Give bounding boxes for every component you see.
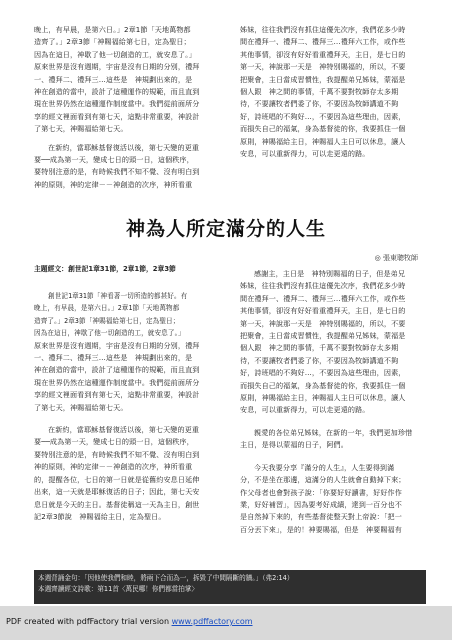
text-line: 第一天，神說那一天是 神特別賜福的，所以，不要 [240,318,406,328]
text-line: 好，詩班唱的不夠好…，不要因為這些理由，因素， [240,111,406,121]
text-line: 主日，是得以蒙福的日子，阿們。 [240,440,348,450]
text-line: 其他事情，卻沒有好好看重禮拜天，主日，是七日的 [240,49,406,59]
text-line: 現在世界仍然在這種運作制度當中。我們從前面所分 [34,99,200,109]
text-line: 神在創造的當中，設計了這種運作的規範，而且直到 [34,87,200,97]
text-line: 待，不要讓牧者們委了你，不要因為牧師講道不夠 [240,355,399,365]
text-line: 因為在這日，神歇了他一切創造的工，就安息了。」 [34,49,196,59]
text-line: 而損失自己的福氣，身為基督徒的你，我要抓住一個 [240,124,406,134]
text-line: 分，不是坐在那邊，這滿分的人生就會自動掉下來； [240,475,406,485]
left-column [34,290,224,523]
text-line: 晚上，有早晨，是第六日。」2章1節「天地萬物都 [34,25,191,34]
verse-line: 因為在這日，神歇了他一切創造的工，就安息了。」 [34,329,185,338]
text-line: 其他事情，卻沒有好好看重禮拜天，主日，是七日的 [240,306,406,316]
article-title: 神為人所定滿分的人生 [125,218,326,240]
text-line: 百分丟下來」，是的！神要賜福，但是 神要賜福有 [240,524,402,534]
text-line: 神的原則，神的定律－－神創造的次序，神所看重 [34,179,193,189]
text-line: 要特別注意的是，有時候我們不知不覺、沒有明白到 [34,449,200,459]
text-line: 出來，這一天就是耶穌復活的日子；因此，第七天安 [34,487,200,497]
text-line: 息日就是今天的主日。基督徒稱這一天為主日，創世 [34,499,200,509]
text-line: 記2章3節說 神賜福給主日，定為聖日。 [34,511,166,521]
text-line: 間在禮拜一、禮拜二、禮拜三…禮拜六工作，或作些 [240,37,406,47]
text-line: 一、禮拜二、禮拜三…這些是 神規劃出來的，是 [34,74,193,84]
text-line: 神的原則，神的定律－－神創造的次序，神所看重 [34,462,193,472]
text-line: 待，不要讓牧者們委了你，不要因為牧師講道不夠 [240,99,399,109]
memory-verse-line: 本週背誦金句：「因他使我們和睦，將兩下合而為一，拆毀了中間隔斷的牆。」（弗2:14） [38,574,294,582]
text-line: 要特別注意的是，有時候我們不知不覺、沒有明白到 [34,167,200,177]
text-line: 好，詩班唱的不夠好…，不要因為這些理由，因素， [240,368,406,378]
text-line: 親愛的各位弟兄姊妹，在新的一年，我們更加珍惜 [254,427,413,437]
text-line: 要──成為第一天，變成七日的頭一日，這個秩序， [34,155,194,165]
text-line: 現在世界仍然在這種運作制度當中。我們從前面所分 [34,377,200,387]
text-line: 安息，可以重新得力，可以走更遠的路。 [240,149,370,159]
right-column-upper [240,24,426,160]
pdf-notice-text: PDF created with pdfFactory trial version [6,617,172,626]
verse-line: 創世記1章31節「神看著一切所造的都甚好。有 [48,292,188,300]
text-line: 作父母者也會對孩子說：「你要好好讀書，好好作作 [240,487,402,497]
text-line: 要──成為第一天，變成七日的頭一日，這個秩序， [34,437,194,447]
weekly-verse-box [34,570,426,604]
text-line: 而損失自己的福氣，身為基督徒的你，我要抓住一個 [240,380,406,390]
text-line: 姊妹，往往我們沒有抓住這優先次序，我們花多少時 [240,281,406,291]
text-line: 一、禮拜二、禮拜三…這些是 神規劃出來的，是 [34,353,193,363]
right-column [240,268,426,536]
text-line: 今天我要分享『滿分的人生』，人生要得到滿 [254,462,395,472]
text-line: 把聚會，主日當成習慣性，我提醒弟兄姊妹，蒙福是 [240,74,406,84]
text-line: 原來世界是沒有週期，宇宙是沒有日期的分別，禮拜 [34,340,200,350]
verse-line: 造齊了。」2章3節「神賜福給第七日，定為聖日； [34,316,180,325]
text-line: 神在創造的當中，設計了這種運作的規範，而且直到 [34,365,200,375]
verse-line: 晚上，有早晨，是第六日。」2章1節「天地萬物都 [34,304,180,313]
hymn-line: 本週齊讀經文詩歌：第11首〈萬民哪！你們都當拍掌〉 [38,585,199,593]
left-column-upper [34,24,224,191]
text-line: 感謝主，主日是 神特別賜福的日子，但是弟兄 [254,269,406,278]
text-line: 造齊了。」2章3節「神賜福給第七日，定為聖日； [34,37,191,47]
pdf-trial-notice [6,617,253,626]
text-line: 間在禮拜一、禮拜二、禮拜三…禮拜六工作，或作些 [240,293,406,303]
text-line: 原則，神賜福給主日，神賜福人主日可以休息，讓人 [240,136,406,146]
text-line: 安息，可以重新得力，可以走更遠的路。 [240,405,370,415]
text-line: 享的經文裡面看到有第七天，這點非常重要，神設計 [34,111,200,121]
text-line: 了第七天，神賜福給第七天。 [34,402,128,412]
text-line: 業，好好補習」，因為要考好成績，達到一百分也不 [240,499,402,509]
text-line: 在新約，當耶穌基督復活以後，第七天變的更重 [48,425,200,435]
pdffactory-link[interactable]: www.pdffactory.com [171,617,253,626]
scripture-heading: 主題經文：創世記1章31節，2章1節，2章3節 [34,265,176,273]
text-line: 原來世界是沒有週期，宇宙是沒有日期的分別，禮拜 [34,62,200,72]
text-line: 第一天，神說那一天是 神特別賜福的，所以，不要 [240,62,406,72]
text-line: 是自然掉下來的，有些基督徒整天對上帝說：「把一 [240,512,402,522]
text-line: 了第七天，神賜福給第七天。 [34,124,128,134]
text-line: 個人跟 神之間的事情，千萬不要對牧師存太多期 [240,87,399,97]
text-line: 的，提醒各位，七日的第一日就是從舊約安息日延伸 [34,474,200,484]
text-line: 在新約，當耶穌基督復活以後，第七天變的更重 [48,142,200,152]
text-line: 享的經文裡面看到有第七天，這點非常重要，神設計 [34,390,200,400]
text-line: 原則，神賜福給主日，神賜福人主日可以休息，讓人 [240,393,406,403]
author-byline: ◎ 張東聰牧師 [374,254,418,262]
text-line: 姊妹，往往我們沒有抓住這優先次序，我們花多少時 [240,25,406,34]
text-line: 把聚會，主日當成習慣性，我提醒弟兄姊妹，蒙福是 [240,331,406,341]
text-line: 個人跟 神之間的事情，千萬不要對牧師存太多期 [240,343,399,353]
